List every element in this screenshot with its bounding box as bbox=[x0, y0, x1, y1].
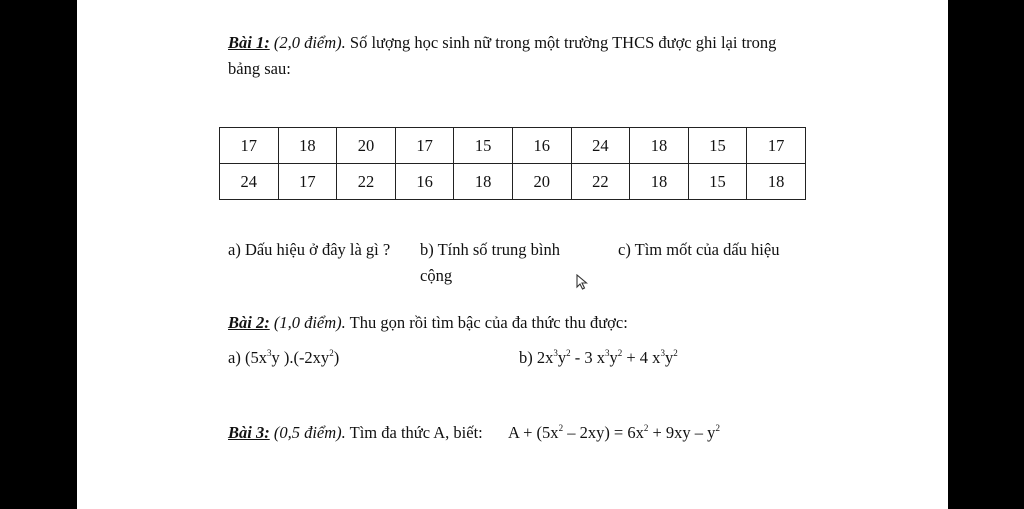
problem-3-equation: $A + (5x^2 - 2xy) = 6x^2 + 9xy - y^2$ bbox=[508, 423, 720, 442]
problem-2-points: (1,0 điểm). bbox=[273, 313, 346, 332]
problem-2-label: Bài 2: bbox=[228, 313, 270, 332]
question-b-line-2: cộng bbox=[420, 266, 453, 285]
problem-2-part-a: a) ($5x^3y$ )$.(-2xy^2)$ bbox=[228, 348, 340, 367]
table-cell: 22 bbox=[337, 164, 396, 200]
problem-3-label: Bài 3: bbox=[228, 423, 270, 442]
table-cell: 18 bbox=[278, 128, 337, 164]
problem-1-text: Số lượng học sinh nữ trong một trường THCS được ghi lại trong bbox=[349, 33, 777, 52]
problem-3-text: Tìm đa thức A, biết: bbox=[349, 423, 483, 442]
student-count-table bbox=[219, 127, 806, 200]
table-cell: 18 bbox=[747, 164, 806, 200]
problem-1-line-1 bbox=[228, 33, 776, 53]
problem-1-line-2: bảng sau: bbox=[228, 59, 291, 78]
problem-1-points: (2,0 điểm). bbox=[273, 33, 346, 52]
question-b-line-1: b) Tính số trung bình bbox=[420, 240, 560, 259]
question-c: c) Tìm mốt của dấu hiệu bbox=[618, 240, 780, 259]
problem-3-line bbox=[228, 423, 483, 443]
table-cell: 16 bbox=[512, 128, 571, 164]
table-cell: 18 bbox=[454, 164, 513, 200]
table-cell: 20 bbox=[512, 164, 571, 200]
document-page bbox=[77, 0, 948, 509]
table-cell: 15 bbox=[454, 128, 513, 164]
table-cell: 24 bbox=[220, 164, 279, 200]
table-cell: 17 bbox=[278, 164, 337, 200]
problem-2-part-b: b) $2x^3y^2 - 3$ $x^3y^2 + 4$ $x^3y^2$ bbox=[519, 348, 678, 367]
table-cell: 18 bbox=[630, 164, 689, 200]
problem-1-label: Bài 1: bbox=[228, 33, 270, 52]
table-cell: 24 bbox=[571, 128, 630, 164]
table-cell: 17 bbox=[220, 128, 279, 164]
table-row bbox=[220, 128, 806, 164]
table-cell: 15 bbox=[688, 164, 747, 200]
mouse-pointer-icon bbox=[576, 274, 588, 290]
table-cell: 18 bbox=[630, 128, 689, 164]
table-cell: 17 bbox=[395, 128, 454, 164]
table-cell: 15 bbox=[688, 128, 747, 164]
question-a: a) Dấu hiệu ở đây là gì ? bbox=[228, 240, 391, 259]
table-cell: 16 bbox=[395, 164, 454, 200]
table-cell: 17 bbox=[747, 128, 806, 164]
problem-3-points: (0,5 điểm). bbox=[273, 423, 346, 442]
table-cell: 22 bbox=[571, 164, 630, 200]
problem-2-line bbox=[228, 313, 628, 333]
table-cell: 20 bbox=[337, 128, 396, 164]
problem-2-text: Thu gọn rồi tìm bậc của đa thức thu được: bbox=[349, 313, 628, 332]
table-row bbox=[220, 164, 806, 200]
